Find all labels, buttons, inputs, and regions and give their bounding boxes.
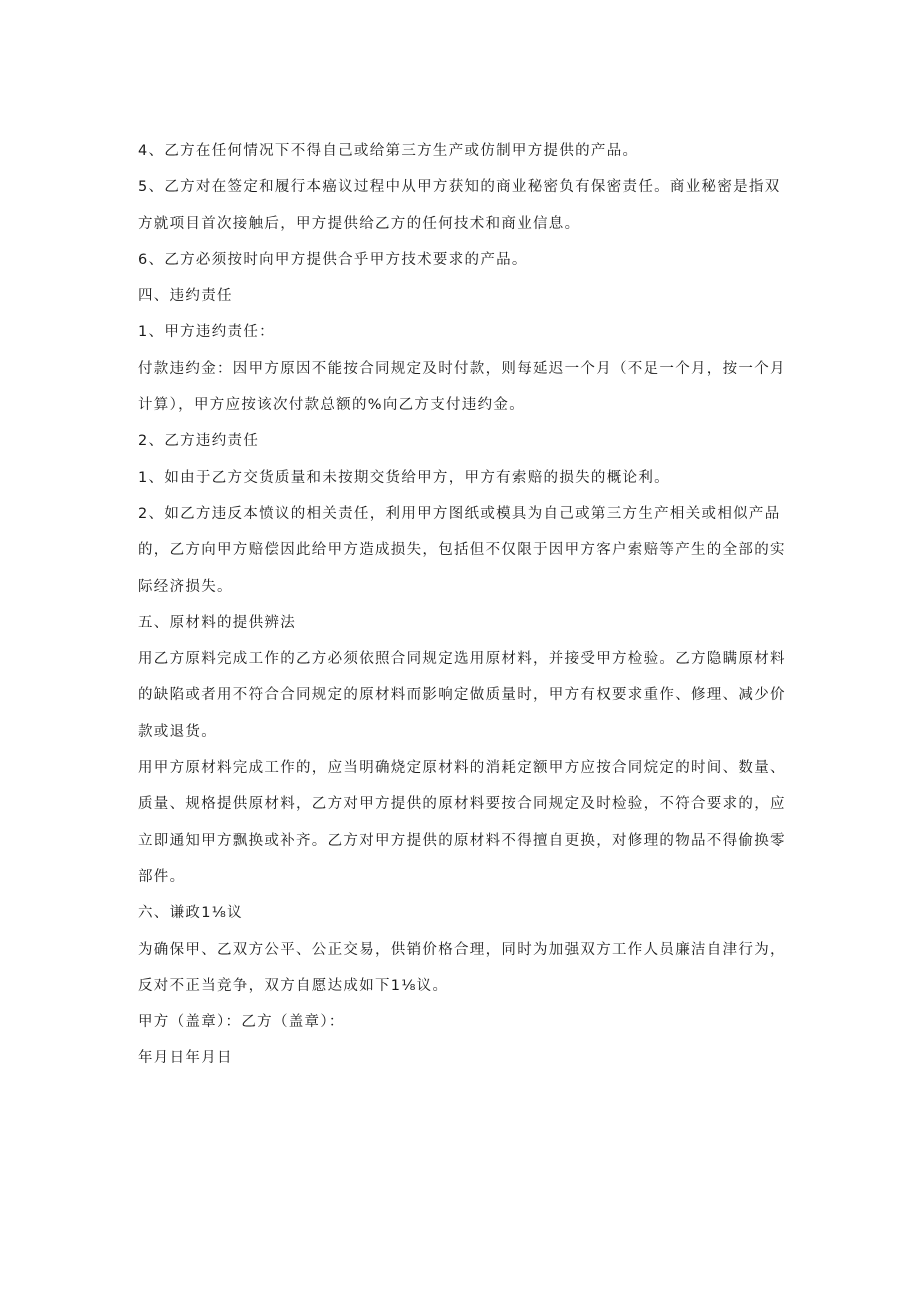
clause-b-2: 2、如乙方违反本愤议的相关责任，利用甲方图纸或模具为自己或第三方生产相关或相似产品的，乙方向甲方赔偿因此给甲方造成损失，包括但不仅限于因甲方客户索赔等产生的全部的实际经济损失。 — [138, 505, 786, 595]
signature-line: 甲方（盖章）：乙方（盖章）： — [138, 1014, 345, 1031]
document-body — [138, 133, 788, 1077]
clause-5-confidentiality: 5、乙方对在签定和履行本癌议过程中从甲方获知的商业秘密负有保密责任。商业秘密是指双方就项目首次接触后，甲方提供给乙方的任何技术和商业信息。 — [138, 179, 781, 232]
subheading-party-a-breach: 1、甲方违约责任： — [138, 324, 275, 341]
subheading-party-b-breach: 2、乙方违约责任 — [138, 433, 260, 450]
clause-4: 4、乙方在任何情况下不得自己或给第三方生产或仿制甲方提供的产品。 — [138, 143, 639, 159]
section-heading-integrity: 六、谦政1⅛议 — [138, 905, 243, 922]
paragraph-party-a-materials: 用甲方原材料完成工作的，应当明确烧定原材料的消耗定额甲方应按合同烷定的时间、数量、质量、规格提供原材料，乙方对甲方提供的原材料要按合同规定及时检验，不符合要求的，应立即通知甲方飘换或补齐。乙方对甲方提供的原材料不得擅自更换，对修理的物品不得偷换零部件。 — [138, 760, 786, 885]
clause-6: 6、乙方必须按时向甲方提供合乎甲方技术要求的产品。 — [138, 251, 528, 268]
section-heading-breach: 四、违约责任 — [138, 288, 233, 305]
paragraph-integrity: 为确保甲、乙双方公平、公正交易，供销价格合理，同时为加强双方工作人员廉洁自津行为，反对不正当竞争，双方自愿达成如下1⅛议。 — [138, 941, 786, 994]
paragraph-party-b-materials: 用乙方原料完成工作的乙方必须依照合同规定选用原材料，并接受甲方检验。乙方隐瞒原材料的缺陷或者用不符合合同规定的原材料而影响定做质量时，甲方有权要求重作、修理、减少价款或退货。 — [138, 651, 786, 740]
section-heading-materials: 五、原材料的提供辨法 — [138, 614, 296, 631]
clause-b-1: 1、如由于乙方交货质量和未按期交货给甲方，甲方有索赔的损失的概论利。 — [138, 469, 670, 486]
date-line: 年月日年月日 — [138, 1050, 233, 1067]
paragraph-payment-penalty: 付款违约金：因甲方原因不能按合同规定及时付款，则每延迟一个月（不足一个月，按一个月计算），甲方应按该次付款总额的%向乙方支付违约金。 — [138, 360, 786, 414]
